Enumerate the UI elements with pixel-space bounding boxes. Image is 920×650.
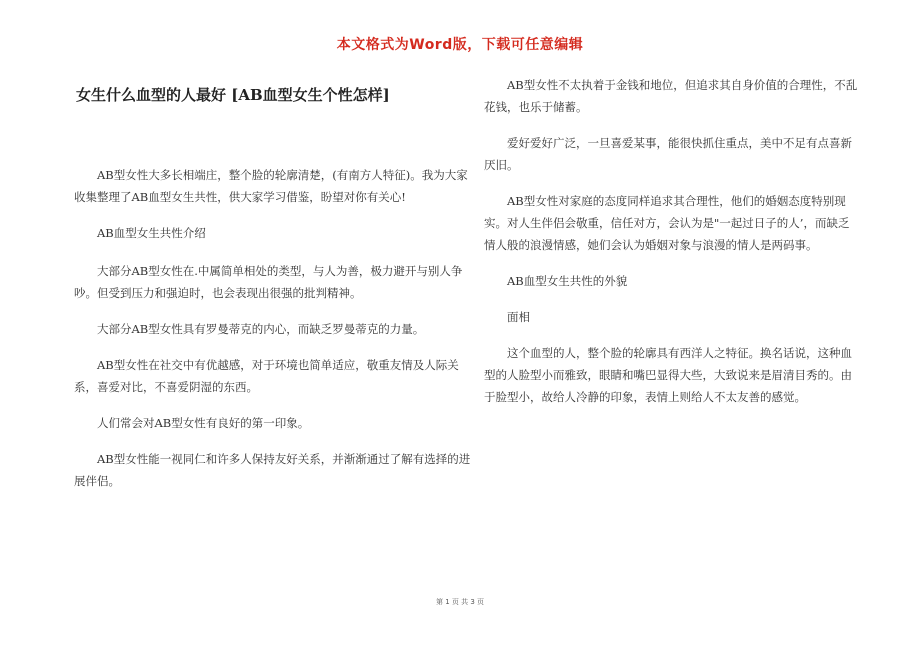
paragraph: AB型女性能一视同仁和许多人保持友好关系，并渐渐通过了解有选择的进展伴侣。 <box>74 452 471 488</box>
subheading-face: 面相 <box>507 310 530 324</box>
download-banner: 本文格式为Word版，下载可任意编辑 <box>336 37 584 53</box>
paragraph: 爱好爱好广泛，一旦喜爱某事，能很快抓住重点，美中不足有点喜新厌旧。 <box>484 136 852 172</box>
page-number: 第 1 页 共 3 页 <box>435 598 485 606</box>
left-column <box>74 164 474 492</box>
paragraph: 这个血型的人，整个脸的轮廓具有西洋人之特征。换名话说，这种血型的人脸型小而雅致，眼睛和嘴巴显得大些，大致说来是眉清目秀的。由于脸型小，故给人冷静的印象，表情上则给人不太友善的感觉。 <box>484 346 852 404</box>
document-title: 女生什么血型的人最好 [AB血型女生个性怎样] <box>76 86 390 104</box>
paragraph: AB型女性对家庭的态度同样追求其合理性，他们的婚姻态度特别现实。对人生伴侣会敬重，信任对方，会认为是"一起过日子的人’，而缺乏情人般的浪漫情感，她们会认为婚姻对象与浪漫的情人是两码事。 <box>484 194 850 252</box>
section-heading-appearance: AB血型女生共性的外貌 <box>507 274 628 288</box>
paragraph: AB型女性不太执着于金钱和地位，但追求其自身价值的合理性，不乱花钱，也乐于储蓄。 <box>484 78 858 114</box>
paragraph: AB型女性在社交中有优越感，对于环境也简单适应，敬重友情及人际关系，喜爱对比，不喜爱阴湿的东西。 <box>74 358 459 394</box>
paragraph: 人们常会对AB型女性有良好的第一印象。 <box>97 416 310 430</box>
right-column <box>484 74 860 408</box>
section-heading-traits: AB血型女生共性介绍 <box>97 226 206 240</box>
paragraph: 大部分AB型女性在.中属简单相处的类型，与人为善，极力避开与别人争吵。但受到压力和强迫时，也会表现出很强的批判精神。 <box>74 264 463 300</box>
paragraph: 大部分AB型女性具有罗曼蒂克的内心，而缺乏罗曼蒂克的力量。 <box>97 322 425 336</box>
paragraph-intro: AB型女性大多长相端庄，整个脸的轮廓清楚，(有南方人特征)。我为大家收集整理了AB血型女生共性，供大家学习借鉴，盼望对你有关心! <box>74 168 468 204</box>
